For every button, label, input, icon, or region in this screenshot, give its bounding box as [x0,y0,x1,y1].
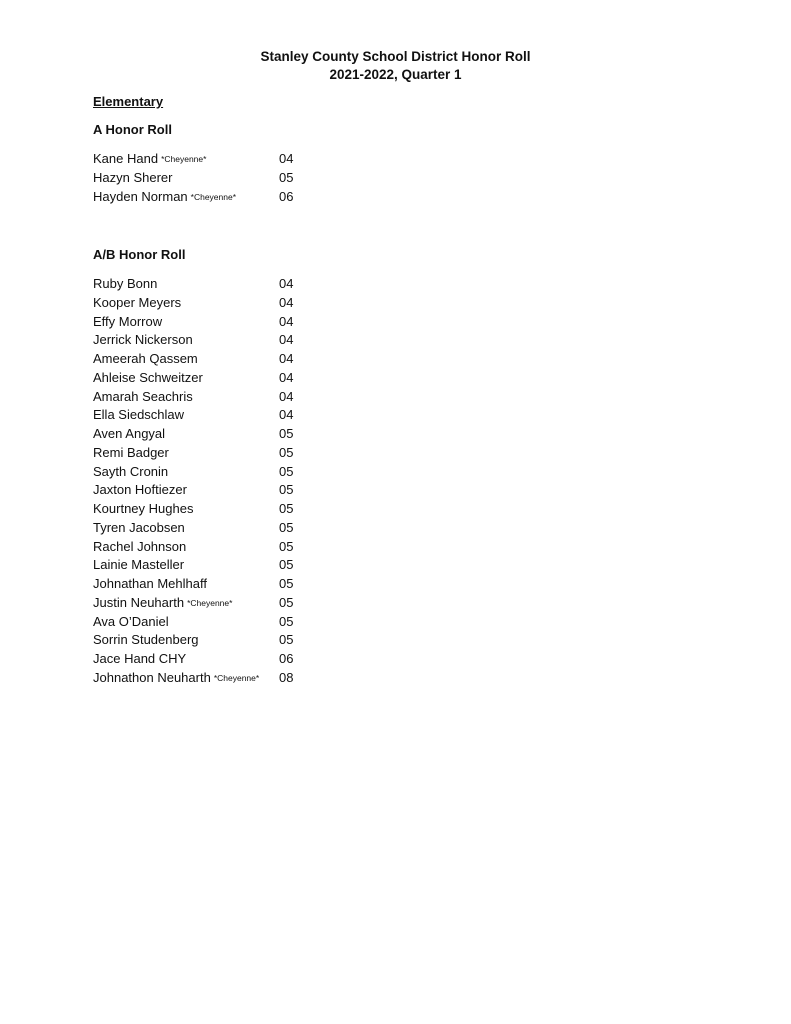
student-name-cell [93,631,199,650]
student-name: Ruby Bonn [93,276,158,291]
student-row [93,406,313,425]
document-subtitle: 2021-2022, Quarter 1 [329,67,462,82]
student-grade: 05 [279,444,294,460]
student-name: Kane Hand [93,151,159,166]
student-name: Tyren Jacobsen [93,519,185,535]
student-grade: 05 [279,632,294,648]
student-name: Johnathan Mehlhaff [93,576,207,591]
student-name: Aven Angyal [93,426,166,441]
student-name-cell [93,519,185,538]
student-name: Amarah Seachris [93,388,193,404]
student-row [93,444,313,463]
student-name: Sayth Cronin [93,463,169,479]
group-heading-a-honor-roll: A Honor Roll [93,122,172,137]
student-row [93,538,313,557]
student-name: Effy Morrow [93,313,163,329]
student-name-cell [93,406,184,425]
student-grade: 05 [279,576,294,591]
student-grade: 05 [279,594,294,610]
title-block [0,48,791,84]
student-note: *Cheyenne* [161,154,207,164]
student-name: Hayden Norman [93,188,188,204]
student-name-cell [93,331,193,350]
student-row [93,575,313,594]
student-name-cell [93,575,207,594]
student-row [93,169,313,188]
student-grade: 05 [279,538,294,554]
student-grade: 05 [279,613,294,629]
student-name: Rachel Johnson [93,538,187,554]
student-grade: 04 [279,151,294,166]
student-row [93,275,313,294]
student-name: Sorrin Studenberg [93,632,199,648]
student-name-cell [93,294,181,313]
student-row [93,188,313,207]
student-name-cell [93,594,232,613]
student-grade: 04 [279,351,294,366]
student-grade: 05 [279,501,294,516]
student-grade: 05 [279,519,294,535]
student-row [93,519,313,538]
student-grade: 06 [279,651,294,666]
student-grade: 05 [279,426,294,441]
student-name-cell [93,313,162,332]
student-name-cell [93,150,206,169]
student-name-cell [93,369,203,388]
student-row [93,500,313,519]
student-row [93,631,313,650]
a-honor-roll-list [93,150,313,206]
student-grade: 04 [279,294,294,310]
student-row [93,613,313,632]
student-note: *Cheyenne* [187,597,233,608]
student-row [93,369,313,388]
group-heading-ab-honor-roll: A/B Honor Roll [93,247,186,262]
student-grade: 04 [279,369,294,385]
student-name-cell [93,444,169,463]
student-name-cell [93,169,172,188]
section-heading-elementary: Elementary [93,94,164,109]
student-name: Remi Badger [93,444,169,460]
student-grade: 05 [279,482,294,498]
student-name-cell [93,613,169,632]
ab-honor-roll-list [93,275,313,688]
student-note: *Cheyenne* [190,191,237,202]
student-name: Hazyn Sherer [93,169,173,185]
student-name: Johnathon Neuharth [93,669,211,685]
student-row [93,594,313,613]
student-name: Ameerah Qassem [93,351,198,366]
student-name: Ava O’Daniel [93,613,169,629]
student-name: Jerrick Nickerson [93,332,193,348]
student-name-cell [93,463,168,482]
student-grade: 04 [279,332,294,348]
student-grade: 04 [279,407,294,423]
student-grade: 06 [279,188,294,204]
student-row [93,294,313,313]
student-grade: 05 [279,557,294,573]
student-note: *Cheyenne* [213,672,260,683]
student-name-cell [93,669,259,688]
student-name: Ahleise Schweitzer [93,369,203,385]
student-name: Justin Neuharth [93,594,185,610]
student-name: Ella Siedschlaw [93,407,185,423]
student-grade: 04 [279,388,294,404]
student-name: Kooper Meyers [93,294,182,310]
student-row [93,463,313,482]
student-row [93,388,313,407]
student-name-cell [93,275,157,294]
student-grade: 05 [279,169,294,185]
student-row [93,313,313,332]
student-grade: 04 [279,313,294,329]
student-row [93,425,313,444]
student-row [93,350,313,369]
student-name: Kourtney Hughes [93,501,194,516]
student-name: Jaxton Hoftiezer [93,482,187,498]
student-grade: 05 [279,463,294,479]
student-row [93,481,313,500]
student-row [93,669,313,688]
student-row [93,331,313,350]
student-name: Jace Hand CHY [93,651,187,666]
student-name-cell [93,538,186,557]
student-name-cell [93,650,186,669]
student-row [93,556,313,575]
student-name-cell [93,388,193,407]
student-name: Lainie Masteller [93,557,185,573]
student-row [93,150,313,169]
student-name-cell [93,481,187,500]
student-name-cell [93,500,193,519]
student-grade: 04 [279,276,294,291]
student-name-cell [93,188,236,207]
student-name-cell [93,425,165,444]
student-grade: 08 [279,669,294,685]
student-name-cell [93,350,198,369]
document-title: Stanley County School District Honor Roll [260,49,531,64]
student-row [93,650,313,669]
student-name-cell [93,556,184,575]
